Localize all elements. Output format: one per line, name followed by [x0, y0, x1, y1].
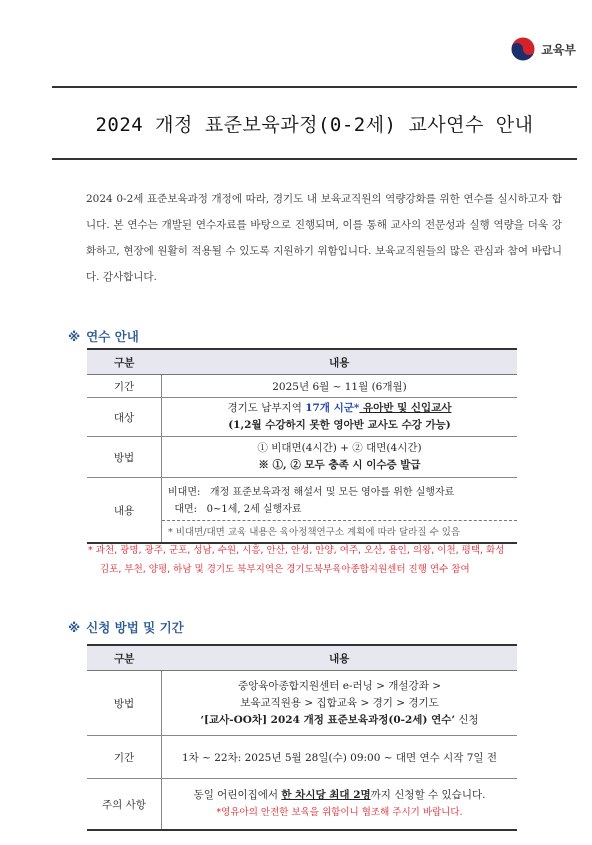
apply-path: 중앙육아종합지원센터 e-러닝 > 개설강좌 > — [238, 679, 441, 692]
apply-period-value: 1차 ~ 22차: 2025년 5월 28일(수) 09:00 ~ 대면 연수 시작 7일 전 — [162, 736, 518, 779]
section-application-heading — [68, 618, 184, 636]
header-category: 구분 — [87, 645, 162, 671]
table-row-content — [87, 478, 517, 544]
header-content: 내용 — [162, 645, 518, 671]
course-name: ‘[교사-OO차] 2024 개정 표준보육과정(0-2세) 연수’ — [200, 713, 456, 726]
content-value — [162, 478, 518, 544]
content-note: * 비대면/대면 교육 내용은 육아정책연구소 계획에 따라 달라질 수 있음 — [162, 520, 517, 541]
region-footnote — [88, 541, 528, 579]
header-category: 구분 — [87, 349, 162, 375]
table-row-method — [87, 437, 517, 478]
apply-path: 보육교직원용 > 집합교육 > 경기 > 경기도 — [240, 696, 439, 709]
reference-mark: ※ — [68, 620, 81, 635]
training-info-table — [87, 348, 517, 544]
method-certificate: ※ ①, ② 모두 충족 시 이수증 발급 — [258, 459, 421, 471]
apply-method-value — [162, 671, 518, 736]
caution-note: *영유아의 안전한 보육을 위함이니 협조해 주시기 바랍니다. — [216, 807, 463, 818]
table-row-period — [87, 375, 517, 398]
footnote-line: * 과천, 광명, 광주, 군포, 성남, 수원, 시흥, 안산, 안성, 안양, 여주, 오산, 용인, 의왕, 이천, 평택, 화성 — [88, 545, 505, 556]
method-line: ① 비대면(4시간) + ② 대면(4시간) — [257, 442, 422, 454]
caution-limit: 한 차시당 최대 2명 — [281, 789, 371, 801]
row-label: 대상 — [87, 398, 162, 437]
target-cities: 17개 시군* — [305, 402, 360, 414]
row-label: 기간 — [87, 736, 162, 779]
caution-text: 동일 어린이집에서 — [193, 789, 282, 801]
target-text: 경기도 남부지역 — [227, 402, 306, 414]
caution-value — [162, 779, 518, 831]
logo-text: 교육부 — [541, 42, 576, 57]
table-header — [87, 349, 517, 375]
target-note: (1,2월 수강하지 못한 영아반 교사도 수강 가능) — [228, 419, 451, 431]
ministry-logo — [510, 36, 576, 62]
table-row-target — [87, 398, 517, 437]
caution-text: 까지 신청할 수 있습니다. — [370, 789, 486, 801]
method-value — [162, 437, 518, 478]
page-title: 2024 개정 표준보육과정(0-2세) 교사연수 안내 — [95, 113, 534, 136]
row-label: 기간 — [87, 375, 162, 398]
reference-mark: ※ — [68, 329, 81, 344]
section-title: 연수 안내 — [86, 329, 139, 344]
table-row-period — [87, 736, 517, 779]
taegeuk-logo-icon — [510, 36, 536, 62]
target-value — [162, 398, 518, 437]
row-label: 방법 — [87, 437, 162, 478]
header-content: 내용 — [162, 349, 518, 375]
application-table — [87, 644, 517, 831]
target-group: 유아반 및 신입교사 — [359, 402, 452, 414]
section-training-heading — [68, 327, 139, 345]
table-row-method — [87, 671, 517, 736]
content-key: 대면: — [174, 503, 198, 515]
row-label: 주의 사항 — [87, 779, 162, 831]
content-key: 비대면: — [168, 486, 201, 498]
row-label: 방법 — [87, 671, 162, 736]
intro-paragraph: 2024 0-2세 표준보육과정 개정에 따라, 경기도 내 보육교직원의 역량강화를 위한 연수를 실시하고자 합니다. 본 연수는 개발된 연수자료를 바탕으로 진행되며, 이를 통해 교사의 전문성과 실행 역량을 더욱 강화하고, 현장에 원활히 적용될 수 있도록 지원하기 위함입니다. 보육교직원들의 많은 관심과 참여 바랍니다. 감사합니다. — [86, 193, 562, 283]
apply-action: 신청 — [455, 713, 479, 726]
title-bar — [52, 86, 577, 160]
table-row-caution — [87, 779, 517, 831]
footnote-line: 김포, 부천, 양평, 하남 및 경기도 북부지역은 경기도북부육아종합지원센터 진행 연수 참여 — [100, 564, 470, 575]
table-header — [87, 645, 517, 671]
content-offline: 0~1세, 2세 실행자료 — [206, 503, 302, 515]
row-label: 내용 — [87, 478, 162, 544]
section-title: 신청 방법 및 기간 — [86, 620, 184, 635]
period-value: 2025년 6월 ~ 11월 (6개월) — [162, 375, 518, 398]
content-online: 개정 표준보육과정 해설서 및 모든 영아를 위한 실행자료 — [209, 486, 455, 498]
